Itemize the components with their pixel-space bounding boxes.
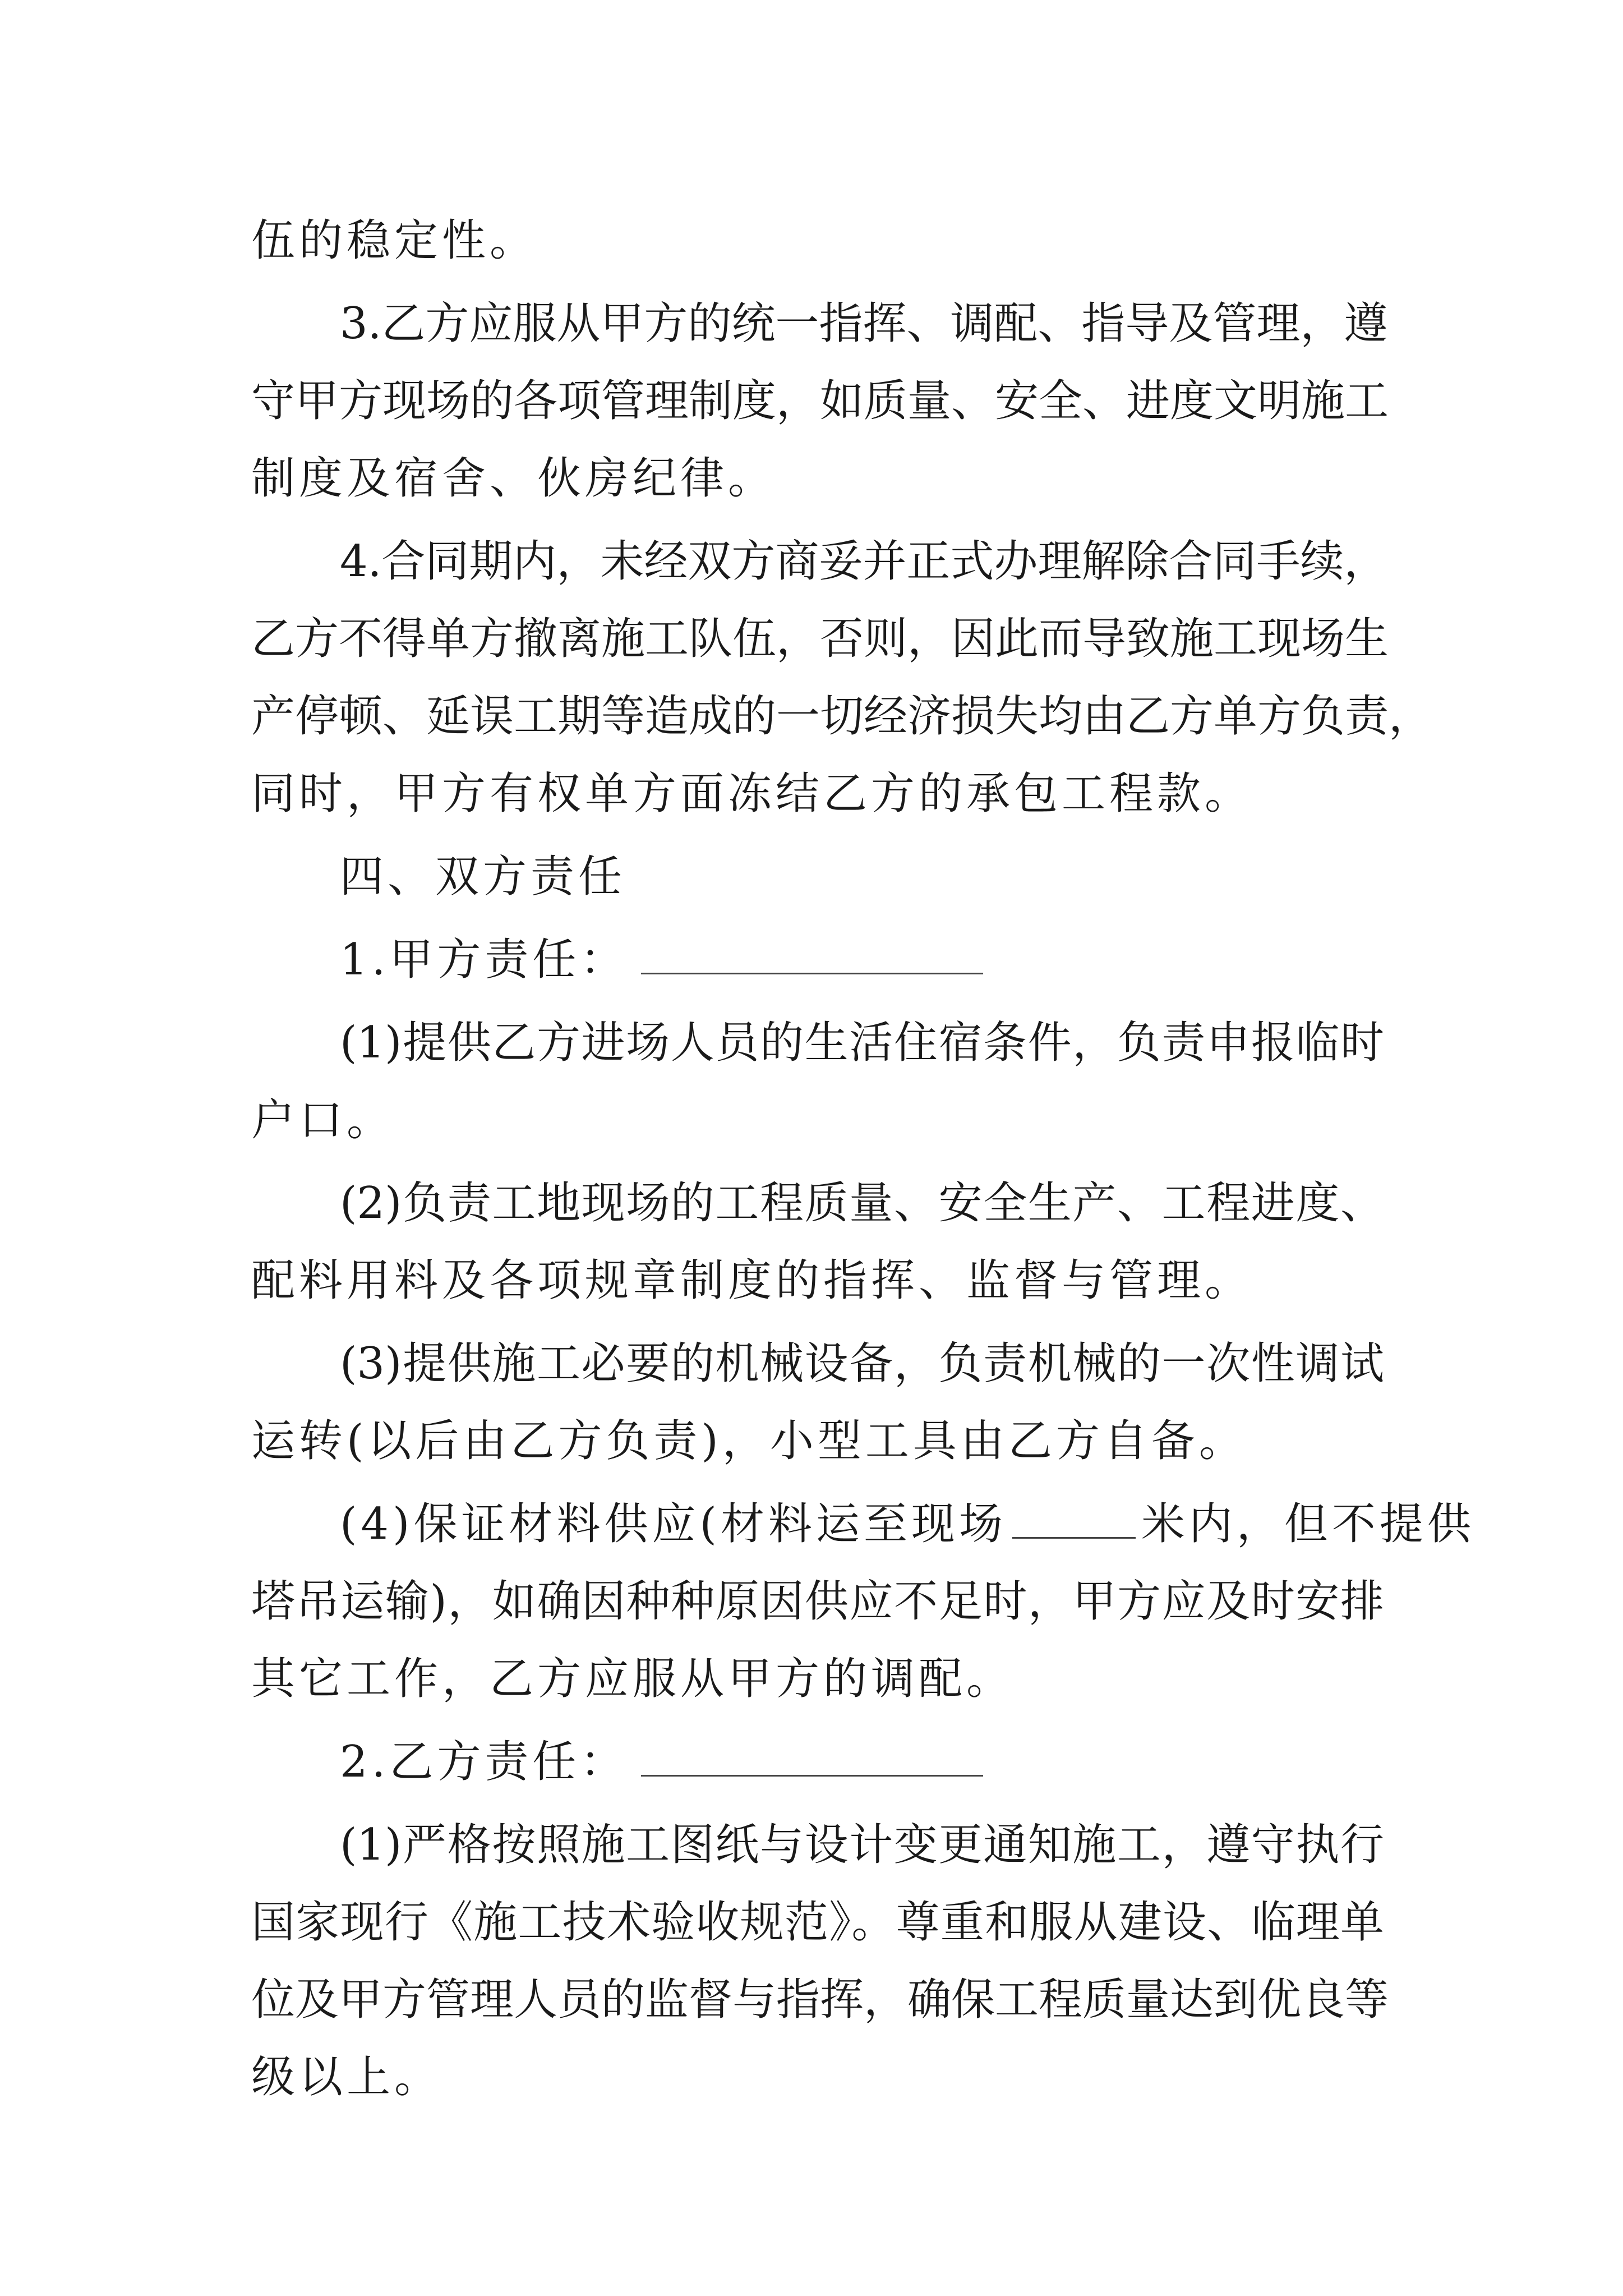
paragraph-line: 塔吊运输)，如确因种种原因供应不足时，甲方应及时安排 [251,1576,1384,1627]
paragraph-line: 其它工作，乙方应服从甲方的调配。 [251,1654,1015,1704]
paragraph-line: 3.乙方应服从甲方的统一指挥、调配、指导及管理，遵 [340,298,1388,349]
party-b-label: 2.乙方责任： [340,1737,628,1787]
material-supply-text: (4)保证材料供应(材料运至现场 [340,1499,1007,1549]
paragraph-line: 伍的稳定性。 [251,215,538,266]
paragraph-line: 位及甲方管理人员的监督与指挥，确保工程质量达到优良等 [251,1975,1389,2025]
paragraph-line [251,1485,1475,1563]
paragraph-line: 配料用料及各项规章制度的指挥、监督与管理。 [251,1255,1253,1306]
section-heading: 四、双方责任 [340,852,626,902]
paragraph-line: 产停顿、延误工期等造成的一切经济损失均由乙方单方负责， [251,691,1433,742]
paragraph-line: 乙方不得单方撤离施工队伍，否则，因此而导致施工现场生 [251,614,1389,664]
paragraph-line: 运转(以后由乙方负责)，小型工具由乙方自备。 [251,1416,1247,1466]
paragraph-line: (2)负责工地现场的工程质量、安全生产、工程进度、 [340,1178,1384,1228]
document-body [251,202,1475,2116]
material-supply-text-cont: 米内，但不提供 [1141,1499,1475,1549]
paragraph-line: (1)严格按照施工图纸与设计变更通知施工，遵守执行 [340,1820,1384,1870]
distance-blank[interactable] [1012,1502,1136,1539]
paragraph-line: 守甲方现场的各项管理制度，如质量、安全、进度文明施工 [251,376,1389,426]
party-a-heading [251,921,1384,999]
paragraph-line: 国家现行《施工技术验收规范》。尊重和服从建设、临理单 [251,1897,1384,1948]
party-b-heading [251,1723,1384,1801]
fill-in-blank[interactable] [641,1740,983,1777]
paragraph-line: (3)提供施工必要的机械设备，负责机械的一次性调试 [340,1338,1384,1389]
paragraph-line: 级以上。 [251,2052,442,2102]
paragraph-line: 4.合同期内，未经双方商妥并正式办理解除合同手续， [340,536,1388,587]
party-a-label: 1.甲方责任： [340,935,628,985]
fill-in-blank[interactable] [641,938,983,974]
paragraph-line: 制度及宿舍、伙房纪律。 [251,453,776,504]
paragraph-line: (1)提供乙方进场人员的生活住宿条件，负责申报临时 [340,1018,1384,1068]
paragraph-line: 同时，甲方有权单方面冻结乙方的承包工程款。 [251,769,1253,819]
paragraph-line: 户口。 [251,1095,395,1145]
